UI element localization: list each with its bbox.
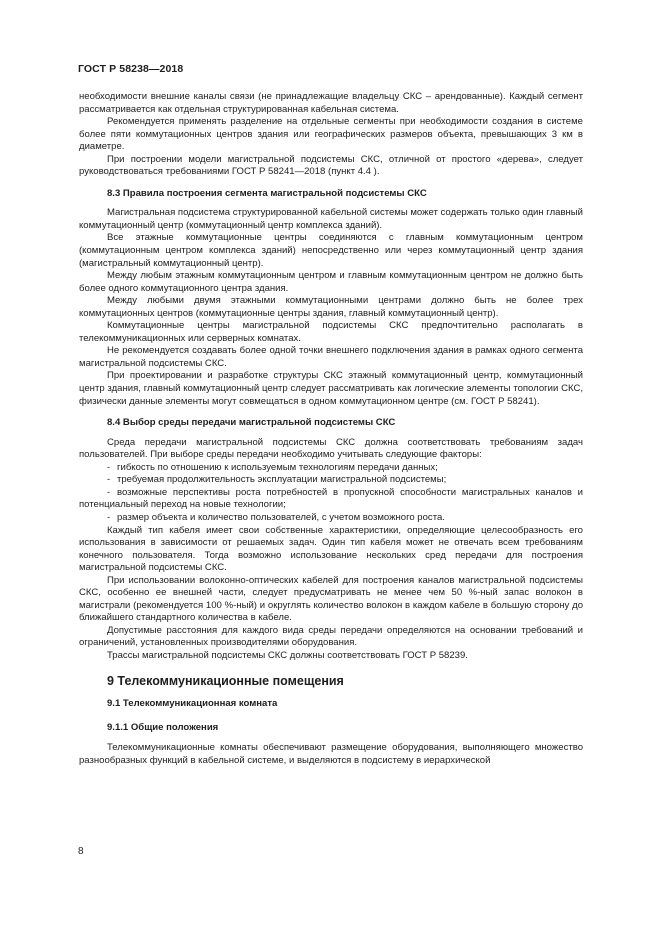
paragraph: Среда передачи магистральной подсистемы СКС должна соответствовать требованиям задач пользователей. При выборе среды передачи необходимо учитывать следующие факторы: xyxy=(79,436,583,461)
list-item xyxy=(79,487,583,512)
paragraph: необходимости внешние каналы связи (не принадлежащие владельцу СКС – арендованные). Каждый сегмент рассматривается как отдельная структурированная кабельная система. xyxy=(79,91,583,115)
paragraph: Между любыми двумя этажными коммутационными центрами должно быть не более трех коммутационных центров (коммутационные центры здания, главный коммутационный центр). xyxy=(79,295,583,319)
list-dash: - xyxy=(107,486,111,498)
paragraph: При проектировании и разработке структуры СКС этажный коммутационный центр, коммутационный центр здания, главный коммутационный центр следует рассматривать как логические элементы топологии СКС, физически данные элементы могут совмещаться в одном коммутационном центре (см. ГОСТ Р 58241). xyxy=(79,370,583,407)
list-item-text: гибкость по отношению к используемым технологиям передачи данных; xyxy=(117,461,438,473)
list-dash: - xyxy=(107,474,111,486)
paragraph: Трассы магистральной подсистемы СКС должны соответствовать ГОСТ Р 58239. xyxy=(107,649,468,661)
list-item xyxy=(79,474,583,487)
page-number: 8 xyxy=(78,846,84,857)
list-item-text: размер объекта и количество пользователей, с учетом возможного роста. xyxy=(117,511,445,523)
section-heading-9-1: 9.1 Телекоммуникационная комната xyxy=(107,698,278,710)
paragraph: Рекомендуется применять разделение на отдельные сегменты при необходимости создания в системе более пяти коммутационных центров здания или географических размеров объекта, превышающих 3 км в диаметре. xyxy=(79,116,583,153)
paragraph: Между любым этажным коммутационным центром и главным коммутационным центром не должно быть более одного коммутационного центра здания. xyxy=(79,270,583,294)
section-heading-8-4: 8.4 Выбор среды передачи магистральной подсистемы СКС xyxy=(107,417,396,429)
list-item xyxy=(79,512,583,525)
document-header: ГОСТ Р 58238—2018 xyxy=(78,63,184,75)
paragraph: Телекоммуникационные комнаты обеспечивают размещение оборудования, выполняющего множество разнообразных функций в кабельной системе, и выделяются в подсистему в иерархической xyxy=(79,742,583,766)
section-heading-8-3: 8.3 Правила построения сегмента магистральной подсистемы СКС xyxy=(107,187,427,199)
list-item xyxy=(79,462,583,475)
list-dash: - xyxy=(107,511,111,523)
paragraph: Магистральная подсистема структурированной кабельной системы может содержать только один главный коммутационный центр (коммутационный центр комплекса зданий). xyxy=(79,207,583,231)
paragraph: Допустимые расстояния для каждого вида среды передачи определяются на основании требований и ограничений, установленных производителями оборудования. xyxy=(79,624,583,649)
paragraph: При использовании волоконно-оптических кабелей для построения каналов магистральной подсистемы СКС, особенно ее внешней части, следует предусматривать не менее чем 50 %-ный запас волокон в магистрали (рекомендуется 100 %-ный) и округлять количество волокон в каждом кабеле в большую сторону до ближайшего стандартного количества в кабеле. xyxy=(79,574,583,624)
section-heading-9-1-1: 9.1.1 Общие положения xyxy=(107,721,219,733)
section-heading-9: 9 Телекоммуникационные помещения xyxy=(107,673,344,688)
list-item-text: требуемая продолжительность эксплуатации магистральной подсистемы; xyxy=(117,474,447,486)
paragraph: Коммутационные центры магистральной подсистемы СКС предпочтительно располагать в телекоммуникационных или серверных комнатах. xyxy=(79,320,583,344)
paragraph: Все этажные коммутационные центры соединяются с главным коммутационным центром (коммутационным центром комплекса зданий) непосредственно или через коммутационный центр здания (магистральный коммутационный центр). xyxy=(79,232,583,269)
paragraph: Не рекомендуется создавать более одной точки внешнего подключения здания в рамках одного сегмента магистральной подсистемы СКС. xyxy=(79,345,583,369)
document-body xyxy=(79,91,583,767)
paragraph: Каждый тип кабеля имеет свои собственные характеристики, определяющие целесообразность его использования в зависимости от решаемых задач. Один тип кабеля может не отвечать всем требованиям конечного пользователя. Тогда возможно использование нескольких сред передачи для построения магистральной подсистемы СКС. xyxy=(79,524,583,574)
list-dash: - xyxy=(107,461,111,473)
list-item-text: возможные перспективы роста потребностей в пропускной способности магистральных каналов и потенциальный переход на новые технологии; xyxy=(79,486,583,511)
paragraph: При построении модели магистральной подсистемы СКС, отличной от простого «дерева», следует руководствоваться требованиями ГОСТ Р 58241—2018 (пункт 4.4 ). xyxy=(79,153,583,178)
